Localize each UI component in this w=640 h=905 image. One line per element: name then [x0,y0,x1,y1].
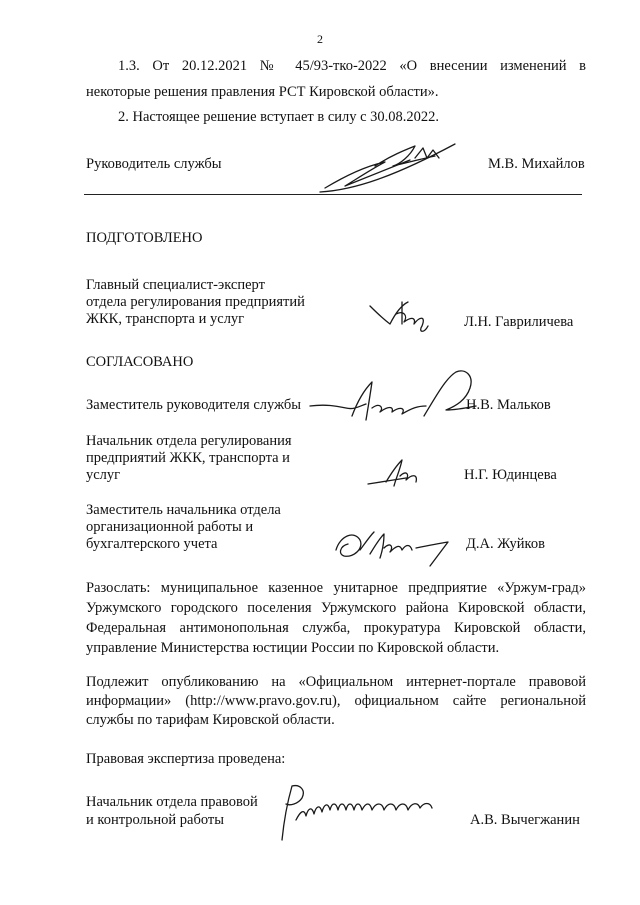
prepared-role-line-2: отдела регулирования предприятий [86,294,305,310]
agreed-signer-2-role-line-2: предприятий ЖКК, транспорта и [86,450,290,466]
agreed-signer-1-name: Н.В. Мальков [466,397,551,413]
distribution-line-3: Федеральная антимонопольная служба, прокуратура Кировской области, [86,620,586,636]
head-role: Руководитель службы [86,156,222,172]
agreed-signer-3-role-line-2: организационной работы и [86,519,254,535]
publication-line-1: Подлежит опубликованию на «Официальном интернет-портале правовой [86,674,586,690]
legal-review-role-line-1: Начальник отдела правовой [86,794,258,810]
head-signature-image [315,136,465,196]
publication-line-3: службы по тарифам Кировской области. [86,712,335,728]
prepared-name: Л.Н. Гавриличева [464,314,574,330]
legal-review-signature-image [270,780,450,850]
prepared-signature-image [368,296,438,338]
agreed-signer-2-role-line-3: услуг [86,467,121,483]
legal-review-name: А.В. Вычегжанин [470,812,580,828]
prepared-heading: ПОДГОТОВЛЕНО [86,230,203,246]
legal-review-role-line-2: и контрольной работы [86,812,224,828]
agreed-signer-1-role: Заместитель руководителя службы [86,397,302,413]
item-2: 2. Настоящее решение вступает в силу с 30.08.2022. [118,109,440,125]
item-1-3-line-2: некоторые решения правления РСТ Кировской области». [86,84,439,100]
signature-divider [84,194,582,195]
agreed-signer-3-role-line-3: бухгалтерского учета [86,536,218,552]
legal-review-statement: Правовая экспертиза проведена: [86,751,286,767]
publication-line-2: информации» (http://www.pravo.gov.ru), официальном сайте региональной [86,693,586,709]
head-name: М.В. Михайлов [488,156,585,172]
agreed-signer-3-role-line-1: Заместитель начальника отдела [86,502,281,518]
page-number: 2 [317,32,323,46]
agreed-heading: СОГЛАСОВАНО [86,354,194,370]
prepared-role-line-1: Главный специалист-эксперт [86,277,265,293]
agreed-signer-2-role-line-1: Начальник отдела регулирования [86,433,292,449]
agreed-signer-2-name: Н.Г. Юдинцева [464,467,557,483]
prepared-role-line-3: ЖКК, транспорта и услуг [86,311,245,327]
distribution-line-2: Уржумского городского поселения Уржумского района Кировской области, [86,600,586,616]
distribution-line-4: управление Министерства юстиции России по Кировской области. [86,640,500,656]
agreed-signer-3-signature-image [330,520,460,570]
agreed-signer-2-signature-image [366,456,426,490]
agreed-signer-3-name: Д.А. Жуйков [466,536,545,552]
item-1-3-line-1: 1.3. От 20.12.2021 № 45/93-тко-2022 «О внесении изменений в [118,58,586,74]
distribution-line-1: Разослать: муниципальное казенное унитарное предприятие «Уржум-град» [86,580,586,596]
